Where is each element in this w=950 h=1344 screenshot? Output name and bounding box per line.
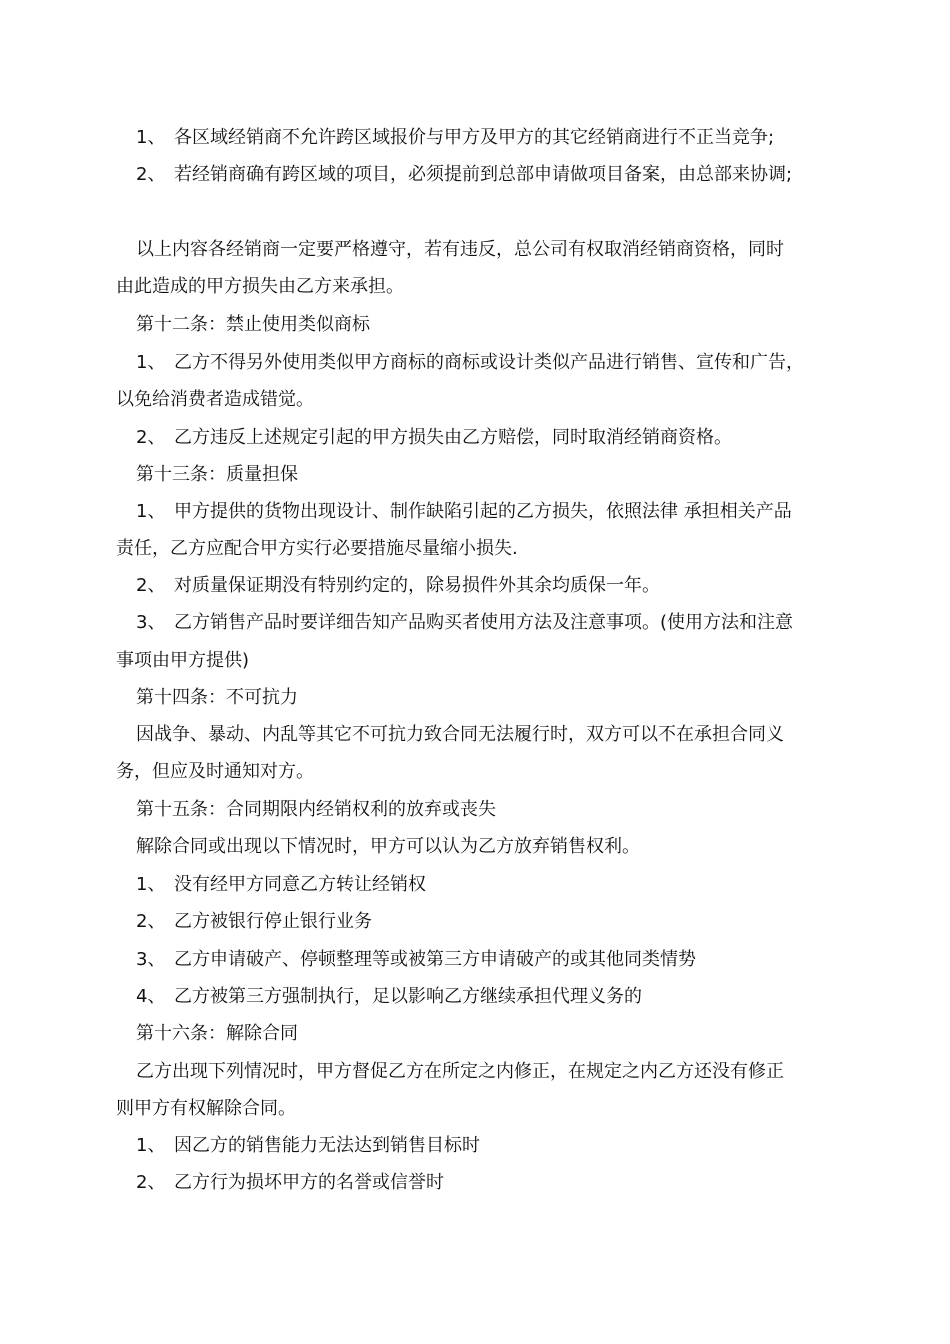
item-number: 2、: [136, 164, 166, 185]
item-number: 2、: [136, 575, 166, 596]
item-number: 3、: [136, 612, 166, 633]
heading-text: 第十二条：禁止使用类似商标: [136, 314, 370, 335]
item-text: 乙方申请破产、停顿整理等或被第三方申请破产的或其他同类情势: [174, 949, 696, 970]
heading-text: 第十四条：不可抗力: [136, 687, 298, 708]
paragraph-text: 因战争、暴动、内乱等其它不可抗力致合同无法履行时，双方可以不在承担合同义: [136, 724, 784, 745]
clause-item: [116, 344, 846, 381]
paragraph-line: [116, 753, 846, 790]
paragraph-text: 以免给消费者造成错觉。: [116, 389, 314, 410]
item-number: 2、: [136, 911, 166, 932]
paragraph-text: 以上内容各经销商一定要严格遵守，若有违反，总公司有权取消经销商资格，同时: [136, 239, 784, 260]
article-heading: [116, 791, 846, 828]
paragraph-line: [116, 828, 846, 865]
paragraph-text: 责任，乙方应配合甲方实行必要措施尽量缩小损失.: [116, 538, 518, 559]
article-heading: [116, 306, 846, 343]
item-text: 甲方提供的货物出现设计、制作缺陷引起的乙方损失，依照法律 承担相关产品: [174, 501, 792, 522]
clause-item: [116, 604, 846, 641]
paragraph-text: 事项由甲方提供): [116, 650, 250, 671]
item-number: 1、: [136, 874, 166, 895]
item-text: 因乙方的销售能力无法达到销售目标时: [174, 1135, 480, 1156]
clause-item: [116, 1164, 846, 1201]
paragraph-line: [116, 381, 846, 418]
heading-text: 第十三条：质量担保: [136, 464, 298, 485]
article-heading: [116, 1015, 846, 1052]
item-number: 1、: [136, 1135, 166, 1156]
paragraph-line: [116, 530, 846, 567]
item-text: 乙方不得另外使用类似甲方商标的商标或设计类似产品进行销售、宣传和广告，: [174, 352, 804, 373]
clause-item: [116, 866, 846, 903]
item-text: 乙方销售产品时要详细告知产品购买者使用方法及注意事项。(使用方法和注意: [174, 612, 794, 633]
paragraph-text: 解除合同或出现以下情况时，甲方可以认为乙方放弃销售权利。: [136, 836, 640, 857]
item-text: 乙方行为损坏甲方的名誉或信誉时: [174, 1172, 444, 1193]
paragraph-text: 则甲方有权解除合同。: [116, 1098, 296, 1119]
item-number: 2、: [136, 1172, 166, 1193]
clause-item: [116, 119, 846, 156]
item-text: 若经销商确有跨区域的项目，必须提前到总部申请做项目备案，由总部来协调;: [174, 164, 793, 185]
heading-text: 第十五条：合同期限内经销权利的放弃或丧失: [136, 799, 496, 820]
paragraph-text: 乙方出现下列情况时，甲方督促乙方在所定之内修正，在规定之内乙方还没有修正: [136, 1061, 784, 1082]
paragraph-line: [116, 642, 846, 679]
article-heading: [116, 456, 846, 493]
clause-item: [116, 941, 846, 978]
item-number: 1、: [136, 501, 166, 522]
paragraph-text: 由此造成的甲方损失由乙方来承担。: [116, 276, 404, 297]
paragraph-line: [116, 231, 846, 268]
heading-text: 第十六条：解除合同: [136, 1023, 298, 1044]
item-number: 1、: [136, 352, 166, 373]
article-heading: [116, 679, 846, 716]
item-text: 乙方被第三方强制执行，足以影响乙方继续承担代理义务的: [174, 986, 642, 1007]
clause-item: [116, 903, 846, 940]
paragraph-text: 务，但应及时通知对方。: [116, 761, 314, 782]
clause-item: [116, 419, 846, 456]
item-number: 1、: [136, 127, 166, 148]
paragraph-line: [116, 1053, 846, 1090]
paragraph-line: [116, 1090, 846, 1127]
item-text: 各区域经销商不允许跨区域报价与甲方及甲方的其它经销商进行不正当竞争;: [174, 127, 775, 148]
item-number: 4、: [136, 986, 166, 1007]
clause-item: [116, 156, 846, 193]
item-text: 乙方被银行停止银行业务: [174, 911, 372, 932]
item-number: 2、: [136, 427, 166, 448]
item-text: 乙方违反上述规定引起的甲方损失由乙方赔偿，同时取消经销商资格。: [174, 427, 732, 448]
paragraph-line: [116, 268, 846, 305]
paragraph-line: [116, 716, 846, 753]
clause-item: [116, 493, 846, 530]
item-text: 没有经甲方同意乙方转让经销权: [174, 874, 426, 895]
clause-item: [116, 1127, 846, 1164]
clause-item: [116, 978, 846, 1015]
item-text: 对质量保证期没有特别约定的，除易损件外其余均质保一年。: [174, 575, 660, 596]
clause-item: [116, 567, 846, 604]
item-number: 3、: [136, 949, 166, 970]
